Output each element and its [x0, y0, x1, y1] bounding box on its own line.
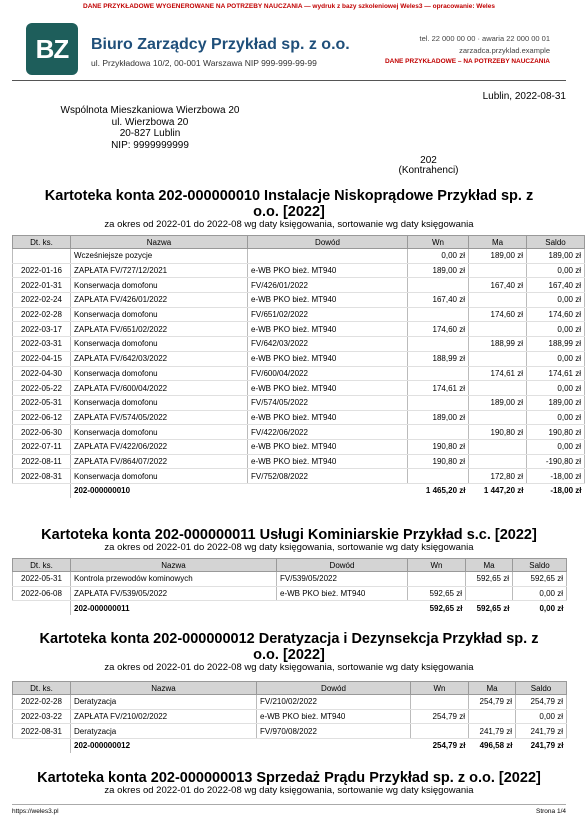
- cell-wn: 190,80 zł: [408, 454, 469, 469]
- cell-wn: 174,60 zł: [408, 322, 469, 337]
- company-note: DANE PRZYKŁADOWE – NA POTRZEBY NAUCZANIA: [384, 58, 550, 65]
- page-number: Strona 1/4: [536, 808, 566, 815]
- summary-wn: 592,65 zł: [408, 601, 466, 615]
- column-header-ma: Ma: [469, 236, 527, 249]
- cell-dowod: e-WB PKO bież. MT940: [248, 351, 408, 366]
- cell-dowod: FV/642/03/2022: [248, 337, 408, 352]
- table-header-row: [13, 682, 567, 695]
- cell-ma: [469, 351, 527, 366]
- cell-saldo: 0,00 zł: [513, 586, 567, 601]
- cell-saldo: 0,00 zł: [527, 263, 585, 278]
- cell-ma: 241,79 zł: [469, 724, 516, 739]
- cell-dt: 2022-07-11: [13, 439, 71, 454]
- summary-empty: [13, 484, 71, 498]
- account-ledger-table: [12, 558, 567, 615]
- cell-dowod: e-WB PKO bież. MT940: [277, 586, 408, 601]
- cell-wn: [411, 695, 469, 710]
- company-address: ul. Przykładowa 10/2, 00-001 Warszawa NIP 999-999-99-99: [91, 58, 317, 68]
- cell-wn: [408, 337, 469, 352]
- cell-dowod: e-WB PKO bież. MT940: [248, 293, 408, 308]
- cell-ma: [469, 439, 527, 454]
- cell-dt: 2022-03-31: [13, 337, 71, 352]
- cell-dt: 2022-05-31: [13, 572, 71, 587]
- cell-wn: 189,00 zł: [408, 263, 469, 278]
- summary-nazwa: 202-000000012: [71, 739, 257, 753]
- cell-wn: 188,99 zł: [408, 351, 469, 366]
- cell-dowod: FV/539/05/2022: [277, 572, 408, 587]
- column-header-saldo: Saldo: [516, 682, 567, 695]
- table-summary-row: [13, 601, 567, 615]
- column-header-saldo: Saldo: [513, 559, 567, 572]
- table-row: [13, 425, 585, 440]
- cell-wn: 254,79 zł: [411, 709, 469, 724]
- table-row: [13, 586, 567, 601]
- cell-dt: 2022-01-16: [13, 263, 71, 278]
- cell-saldo: 174,61 zł: [527, 366, 585, 381]
- cell-saldo: 0,00 zł: [527, 322, 585, 337]
- cell-dt: 2022-08-31: [13, 724, 71, 739]
- cell-wn: [408, 395, 469, 410]
- cell-nazwa: Konserwacja domofonu: [71, 395, 248, 410]
- table-header-row: [13, 559, 567, 572]
- recipient-address: [55, 105, 245, 151]
- table-row: [13, 439, 585, 454]
- cell-saldo: 0,00 zł: [527, 351, 585, 366]
- section-title: [15, 770, 563, 786]
- summary-ma: 1 447,20 zł: [469, 484, 527, 498]
- cell-ma: [469, 454, 527, 469]
- account-label: (Kontrahenci): [398, 165, 459, 176]
- table-row: [13, 572, 567, 587]
- cell-dowod: FV/752/08/2022: [248, 469, 408, 484]
- summary-empty: [257, 739, 411, 753]
- column-header-dowod: Dowód: [248, 236, 408, 249]
- summary-ma: 496,58 zł: [469, 739, 516, 753]
- cell-dowod: e-WB PKO bież. MT940: [248, 454, 408, 469]
- summary-saldo: 0,00 zł: [513, 601, 567, 615]
- summary-ma: 592,65 zł: [466, 601, 513, 615]
- cell-saldo: 189,00 zł: [527, 395, 585, 410]
- cell-dowod: e-WB PKO bież. MT940: [248, 263, 408, 278]
- cell-dt: 2022-06-30: [13, 425, 71, 440]
- cell-dt: 2022-02-28: [13, 695, 71, 710]
- column-header-nazwa: Nazwa: [71, 236, 248, 249]
- cell-dt: 2022-04-30: [13, 366, 71, 381]
- table-row: [13, 249, 585, 264]
- cell-saldo: 174,60 zł: [527, 307, 585, 322]
- cell-dt: [13, 249, 71, 264]
- cell-dowod: FV/426/01/2022: [248, 278, 408, 293]
- cell-nazwa: ZAPŁATA FV/600/04/2022: [71, 381, 248, 396]
- cell-dowod: e-WB PKO bież. MT940: [248, 410, 408, 425]
- cell-dt: 2022-03-17: [13, 322, 71, 337]
- section-subtitle: za okres od 2022-01 do 2022-08 wg daty księgowania, sortowanie wg daty księgowania: [104, 785, 474, 796]
- cell-ma: [469, 293, 527, 308]
- cell-ma: 189,00 zł: [469, 395, 527, 410]
- cell-wn: [408, 366, 469, 381]
- summary-saldo: -18,00 zł: [527, 484, 585, 498]
- column-header-ma: Ma: [469, 682, 516, 695]
- cell-nazwa: ZAPŁATA FV/426/01/2022: [71, 293, 248, 308]
- training-banner: DANE PRZYKŁADOWE WYGENEROWANE NA POTRZEBY NAUCZANIA — wydruk z bazy szkoleniowej Weles3 — opracowanie: Weles: [83, 3, 495, 10]
- cell-nazwa: ZAPŁATA FV/727/12/2021: [71, 263, 248, 278]
- cell-ma: [469, 410, 527, 425]
- cell-wn: [408, 572, 466, 587]
- summary-empty: [248, 484, 408, 498]
- table-header-row: [13, 236, 585, 249]
- cell-dt: 2022-02-28: [13, 307, 71, 322]
- cell-wn: [408, 425, 469, 440]
- cell-saldo: -190,80 zł: [527, 454, 585, 469]
- table-row: [13, 469, 585, 484]
- cell-dt: 2022-01-31: [13, 278, 71, 293]
- cell-nazwa: Konserwacja domofonu: [71, 425, 248, 440]
- table-row: [13, 337, 585, 352]
- account-code: 202: [420, 155, 437, 166]
- section-title-line: Kartoteka konta 202-000000010 Instalacje Niskoprądowe Przykład sp. z: [44, 188, 534, 204]
- cell-dowod: e-WB PKO bież. MT940: [257, 709, 411, 724]
- company-logo: BZ: [26, 23, 78, 75]
- cell-saldo: 0,00 zł: [527, 439, 585, 454]
- cell-wn: 174,61 zł: [408, 381, 469, 396]
- cell-saldo: 0,00 zł: [527, 293, 585, 308]
- cell-ma: [469, 263, 527, 278]
- table-row: [13, 278, 585, 293]
- cell-nazwa: Konserwacja domofonu: [71, 469, 248, 484]
- recipient-line: NIP: 9999999999: [111, 139, 189, 151]
- column-header-wn: Wn: [411, 682, 469, 695]
- cell-dt: 2022-03-22: [13, 709, 71, 724]
- summary-wn: 1 465,20 zł: [408, 484, 469, 498]
- cell-dt: 2022-02-24: [13, 293, 71, 308]
- cell-nazwa: Kontrola przewodów kominowych: [71, 572, 277, 587]
- cell-ma: 254,79 zł: [469, 695, 516, 710]
- summary-nazwa: 202-000000011: [71, 601, 277, 615]
- column-header-dt: Dt. ks.: [13, 236, 71, 249]
- column-header-dowod: Dowód: [257, 682, 411, 695]
- company-name: Biuro Zarządcy Przykład sp. z o.o.: [91, 36, 350, 53]
- cell-nazwa: ZAPŁATA FV/651/02/2022: [71, 322, 248, 337]
- cell-wn: [411, 724, 469, 739]
- cell-saldo: -18,00 zł: [527, 469, 585, 484]
- summary-saldo: 241,79 zł: [516, 739, 567, 753]
- section-title-line: o.o. [2022]: [253, 204, 325, 220]
- cell-nazwa: ZAPŁATA FV/539/05/2022: [71, 586, 277, 601]
- cell-ma: 592,65 zł: [466, 572, 513, 587]
- cell-dowod: FV/651/02/2022: [248, 307, 408, 322]
- cell-dt: 2022-08-11: [13, 454, 71, 469]
- section-title-line: Kartoteka konta 202-000000011 Usługi Kominiarskie Przykład s.c. [2022]: [41, 527, 537, 543]
- cell-saldo: 592,65 zł: [513, 572, 567, 587]
- summary-empty: [277, 601, 408, 615]
- cell-saldo: 254,79 zł: [516, 695, 567, 710]
- footer-url: https://weles3.pl: [12, 808, 59, 815]
- table-row: [13, 724, 567, 739]
- cell-saldo: 190,80 zł: [527, 425, 585, 440]
- section-subtitle: za okres od 2022-01 do 2022-08 wg daty księgowania, sortowanie wg daty księgowania: [104, 219, 474, 230]
- column-header-ma: Ma: [466, 559, 513, 572]
- cell-ma: 172,80 zł: [469, 469, 527, 484]
- cell-saldo: 167,40 zł: [527, 278, 585, 293]
- column-header-nazwa: Nazwa: [71, 682, 257, 695]
- cell-saldo: 189,00 zł: [527, 249, 585, 264]
- account-reference: [376, 156, 481, 176]
- cell-wn: 189,00 zł: [408, 410, 469, 425]
- table-summary-row: [13, 484, 585, 498]
- column-header-dt: Dt. ks.: [13, 682, 71, 695]
- cell-dowod: FV/574/05/2022: [248, 395, 408, 410]
- table-row: [13, 293, 585, 308]
- column-header-nazwa: Nazwa: [71, 559, 277, 572]
- cell-saldo: 241,79 zł: [516, 724, 567, 739]
- table-row: [13, 454, 585, 469]
- cell-dowod: FV/422/06/2022: [248, 425, 408, 440]
- column-header-saldo: Saldo: [527, 236, 585, 249]
- cell-ma: 190,80 zł: [469, 425, 527, 440]
- summary-wn: 254,79 zł: [411, 739, 469, 753]
- cell-ma: [469, 709, 516, 724]
- cell-wn: [408, 307, 469, 322]
- column-header-dt: Dt. ks.: [13, 559, 71, 572]
- section-subtitle: za okres od 2022-01 do 2022-08 wg daty księgowania, sortowanie wg daty księgowania: [104, 662, 474, 673]
- cell-ma: [469, 381, 527, 396]
- section-title-line: Kartoteka konta 202-000000013 Sprzedaż Prądu Przykład sp. z o.o. [2022]: [37, 770, 541, 786]
- header-divider: [12, 80, 566, 81]
- company-email: zarzadca.przyklad.example: [459, 45, 550, 55]
- footer-divider: [12, 804, 566, 805]
- cell-nazwa: Deratyzacja: [71, 695, 257, 710]
- cell-dt: 2022-06-12: [13, 410, 71, 425]
- table-row: [13, 307, 585, 322]
- cell-nazwa: Konserwacja domofonu: [71, 307, 248, 322]
- cell-wn: [408, 469, 469, 484]
- cell-nazwa: ZAPŁATA FV/422/06/2022: [71, 439, 248, 454]
- cell-nazwa: Konserwacja domofonu: [71, 337, 248, 352]
- cell-nazwa: ZAPŁATA FV/864/07/2022: [71, 454, 248, 469]
- table-row: [13, 366, 585, 381]
- table-row: [13, 263, 585, 278]
- account-ledger-table: [12, 235, 585, 498]
- document-date: Lublin, 2022-08-31: [482, 91, 566, 102]
- column-header-dowod: Dowód: [277, 559, 408, 572]
- cell-nazwa: Wcześniejsze pozycje: [71, 249, 248, 264]
- section-subtitle: za okres od 2022-01 do 2022-08 wg daty księgowania, sortowanie wg daty księgowania: [104, 542, 474, 553]
- cell-nazwa: ZAPŁATA FV/642/03/2022: [71, 351, 248, 366]
- section-title: [15, 631, 563, 663]
- cell-dt: 2022-05-31: [13, 395, 71, 410]
- cell-ma: 174,61 zł: [469, 366, 527, 381]
- table-row: [13, 322, 585, 337]
- cell-dowod: FV/600/04/2022: [248, 366, 408, 381]
- cell-dt: 2022-06-08: [13, 586, 71, 601]
- cell-dt: 2022-05-22: [13, 381, 71, 396]
- recipient-line: 20-827 Lublin: [119, 128, 181, 139]
- cell-nazwa: ZAPŁATA FV/574/05/2022: [71, 410, 248, 425]
- account-ledger-table: [12, 681, 567, 753]
- cell-saldo: 0,00 zł: [527, 381, 585, 396]
- section-title: [15, 188, 563, 220]
- cell-ma: 189,00 zł: [469, 249, 527, 264]
- table-summary-row: [13, 739, 567, 753]
- recipient-line: ul. Wierzbowa 20: [111, 116, 189, 128]
- cell-dt: 2022-04-15: [13, 351, 71, 366]
- section-title-line: Kartoteka konta 202-000000012 Deratyzacja i Dezynsekcja Przykład sp. z: [39, 631, 539, 647]
- table-row: [13, 709, 567, 724]
- recipient-line: Wspólnota Mieszkaniowa Wierzbowa 20: [60, 105, 240, 116]
- table-row: [13, 381, 585, 396]
- cell-ma: [466, 586, 513, 601]
- cell-dowod: FV/970/08/2022: [257, 724, 411, 739]
- cell-ma: [469, 322, 527, 337]
- summary-empty: [13, 601, 71, 615]
- cell-ma: 188,99 zł: [469, 337, 527, 352]
- table-row: [13, 410, 585, 425]
- cell-ma: 174,60 zł: [469, 307, 527, 322]
- summary-empty: [13, 739, 71, 753]
- table-row: [13, 395, 585, 410]
- column-header-wn: Wn: [408, 236, 469, 249]
- cell-nazwa: Konserwacja domofonu: [71, 278, 248, 293]
- table-row: [13, 695, 567, 710]
- column-header-wn: Wn: [408, 559, 466, 572]
- cell-wn: 190,80 zł: [408, 439, 469, 454]
- company-phone: tel. 22 000 00 00 · awaria 22 000 00 01: [419, 34, 550, 43]
- cell-dowod: e-WB PKO bież. MT940: [248, 322, 408, 337]
- cell-nazwa: Deratyzacja: [71, 724, 257, 739]
- cell-saldo: 188,99 zł: [527, 337, 585, 352]
- summary-nazwa: 202-000000010: [71, 484, 248, 498]
- cell-wn: 0,00 zł: [408, 249, 469, 264]
- cell-saldo: 0,00 zł: [527, 410, 585, 425]
- cell-dowod: e-WB PKO bież. MT940: [248, 381, 408, 396]
- section-title: [15, 527, 563, 543]
- cell-nazwa: ZAPŁATA FV/210/02/2022: [71, 709, 257, 724]
- cell-dowod: FV/210/02/2022: [257, 695, 411, 710]
- cell-ma: 167,40 zł: [469, 278, 527, 293]
- cell-dowod: [248, 249, 408, 264]
- cell-dt: 2022-08-31: [13, 469, 71, 484]
- company-contact: [385, 33, 550, 68]
- table-row: [13, 351, 585, 366]
- cell-nazwa: Konserwacja domofonu: [71, 366, 248, 381]
- cell-dowod: e-WB PKO bież. MT940: [248, 439, 408, 454]
- cell-wn: 592,65 zł: [408, 586, 466, 601]
- cell-saldo: 0,00 zł: [516, 709, 567, 724]
- section-title-line: o.o. [2022]: [253, 647, 325, 663]
- cell-wn: [408, 278, 469, 293]
- cell-wn: 167,40 zł: [408, 293, 469, 308]
